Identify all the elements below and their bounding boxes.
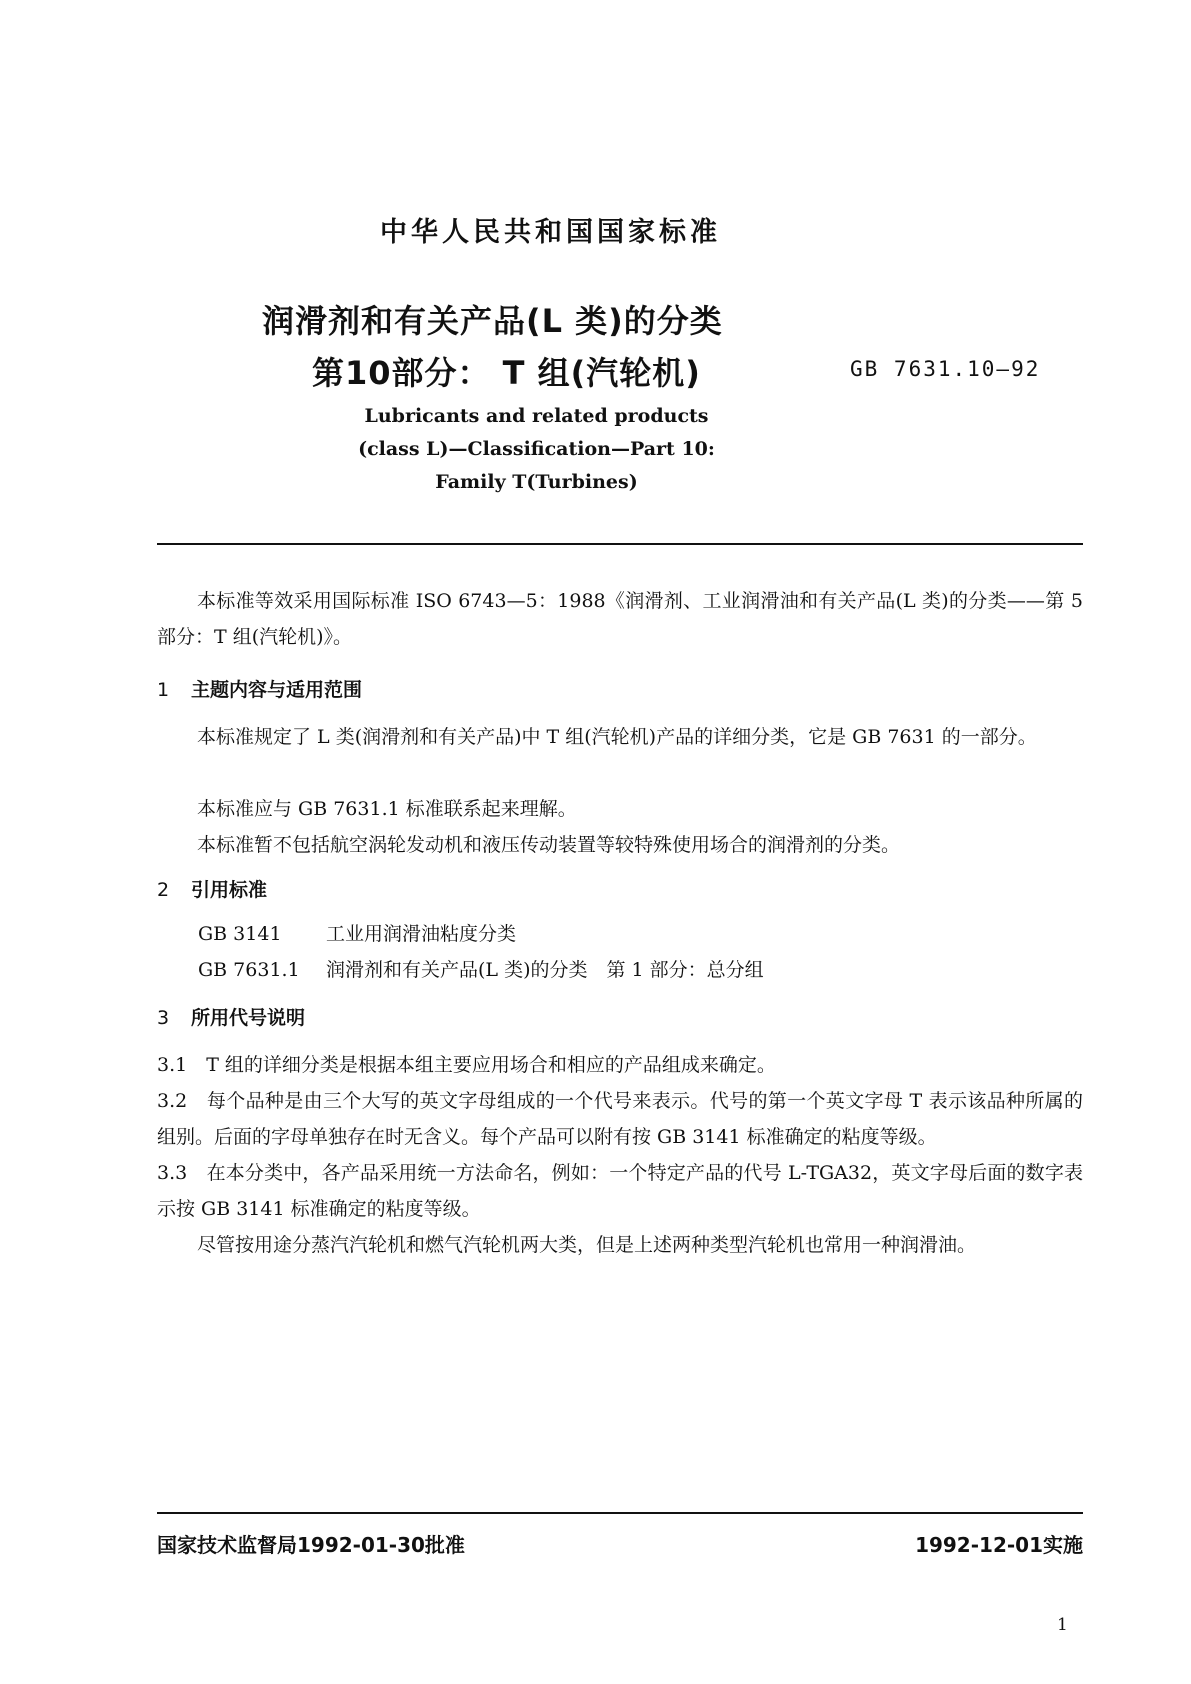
page-number: 1: [1057, 1615, 1068, 1635]
section-1-paragraph-3: 本标准暂不包括航空涡轮发动机和液压传动装置等较特殊使用场合的润滑剂的分类。: [197, 834, 901, 856]
title-en-line-2: (class L)—Classification—Part 10:: [358, 438, 715, 460]
section-1-number: 1: [157, 679, 170, 701]
reference-2-title: 润滑剂和有关产品(L 类)的分类 第 1 部分：总分组: [326, 959, 764, 981]
effective-date: 1992-12-01实施: [915, 1533, 1083, 1557]
section-2-title: 引用标准: [191, 879, 268, 901]
section-2-number: 2: [157, 879, 170, 901]
section-1-paragraph-2: 本标准应与 GB 7631.1 标准联系起来理解。: [197, 798, 577, 820]
reference-2-code: GB 7631.1: [198, 959, 300, 981]
clause-3-note: 尽管按用途分蒸汽汽轮机和燃气汽轮机两大类，但是上述两种类型汽轮机也常用一种润滑油。: [197, 1234, 977, 1256]
footer-divider: [157, 1512, 1083, 1514]
title-cn-line-1: 润滑剂和有关产品(L 类)的分类: [262, 302, 723, 340]
title-en-line-3: Family T(Turbines): [435, 471, 638, 493]
reference-item-1: [198, 919, 516, 946]
reference-item-2: [198, 955, 764, 982]
section-2-heading: [157, 875, 267, 902]
section-3-number: 3: [157, 1007, 170, 1029]
clause-3-2: 3.2 每个品种是由三个大写的英文字母组成的一个代号来表示。代号的第一个英文字母 T 表示该品种所属的组别。后面的字母单独存在时无含义。每个产品可以附有按 GB 3141 标准确定的粘度等级。: [157, 1090, 1083, 1148]
title-cn-line-2: 第10部分： T 组(汽轮机): [312, 354, 701, 392]
approval-date: 国家技术监督局1992-01-30批准: [157, 1533, 465, 1557]
section-1-title: 主题内容与适用范围: [191, 679, 363, 701]
section-3-heading: [157, 1003, 305, 1030]
section-1-heading: [157, 675, 362, 702]
clause-3-3: 3.3 在本分类中，各产品采用统一方法命名，例如：一个特定产品的代号 L-TGA32，英文字母后面的数字表示按 GB 3141 标准确定的粘度等级。: [157, 1162, 1083, 1220]
standard-code: GB 7631.10—92: [850, 357, 1041, 381]
national-standard-heading: 中华人民共和国国家标准: [380, 217, 721, 248]
section-3-title: 所用代号说明: [191, 1007, 306, 1029]
section-1-paragraph-1: 本标准规定了 L 类(润滑剂和有关产品)中 T 组(汽轮机)产品的详细分类，它是 GB 7631 的一部分。: [197, 726, 1037, 748]
preamble-paragraph: 本标准等效采用国际标准 ISO 6743—5：1988《润滑剂、工业润滑油和有关产品(L 类)的分类——第 5 部分：T 组(汽轮机)》。: [157, 590, 1083, 648]
reference-1-code: GB 3141: [198, 923, 282, 945]
header-divider: [157, 543, 1083, 545]
title-en-line-1: Lubricants and related products: [364, 405, 709, 427]
clause-3-1: 3.1 T 组的详细分类是根据本组主要应用场合和相应的产品组成来确定。: [157, 1054, 776, 1076]
reference-1-title: 工业用润滑油粘度分类: [326, 923, 517, 945]
